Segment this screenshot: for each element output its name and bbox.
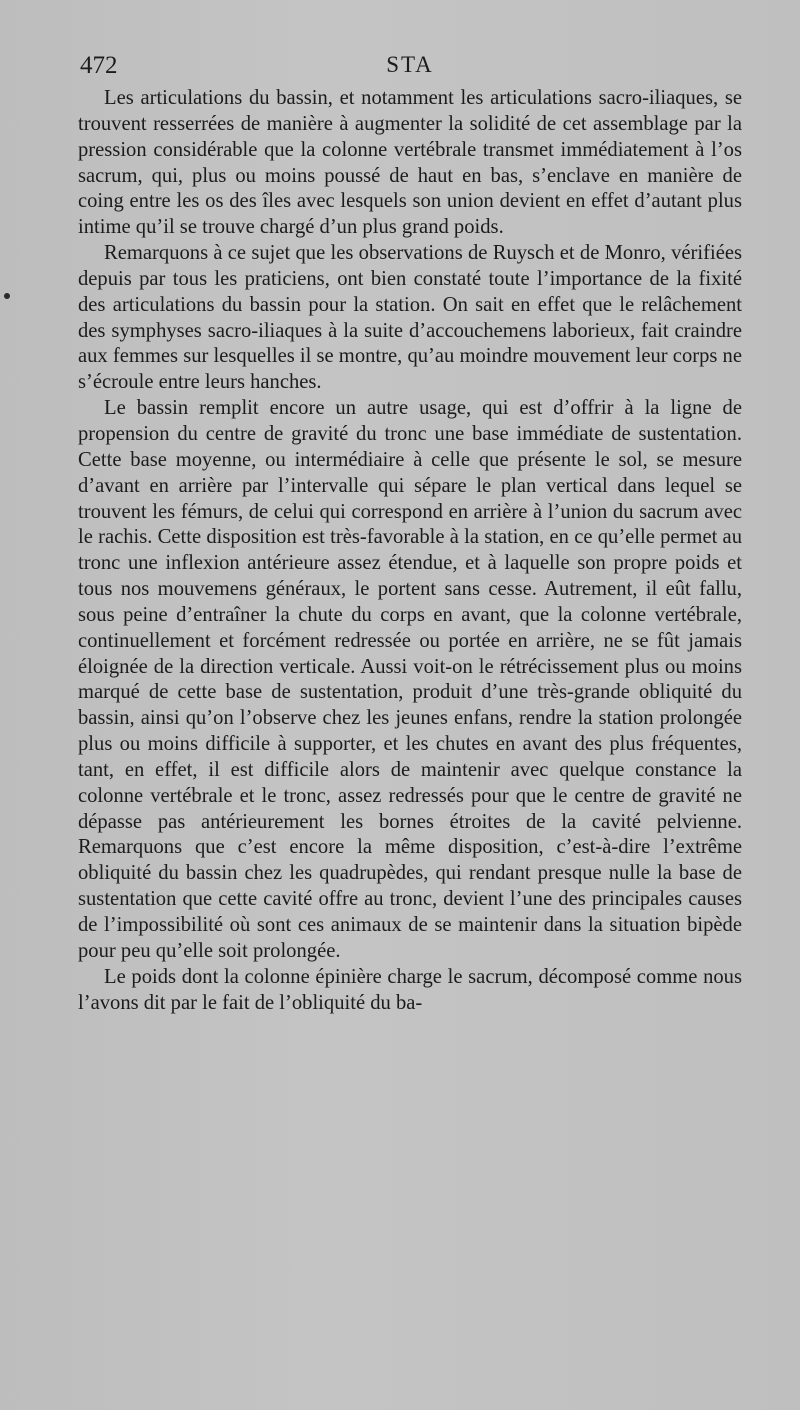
paragraph: Le poids dont la colonne épinière charge le sacrum, décomposé comme nous l’avons dit par le fait de l’obliquité du ba- xyxy=(78,965,742,1014)
page-header xyxy=(80,52,740,82)
paragraph: Le bassin remplit encore un autre usage, qui est d’offrir à la ligne de propension du centre de gravité du tronc une base immédiate de sustentation. Cette base moyenne, ou intermédiaire à celle que présente le sol, se mesure d’avant en arrière par l’intervalle qui sépare le plan vertical dans lequel se trouvent les fémurs, de celui qui correspond en arrière à l’union du sacrum avec le rachis. Cette disposition est très-favorable à la station, en ce qu’elle permet au tronc une inflexion antérieure assez étendue, et à laquelle son propre poids et tous nos mouvemens généraux, le portent sans cesse. Autrement, il eût fallu, sous peine d’entraîner la chute du corps en avant, que la colonne vertébrale, continuellement et forcément redressée ou portée en arrière, ne se fût jamais éloignée de la direction verticale. Aussi voit-on le rétrécissement plus ou moins marqué de cette base de sustentation, produit d’une très-grande obliquité du bassin, ainsi qu’on l’observe chez les jeunes enfans, rendre la station prolongée plus ou moins difficile à supporter, et les chutes en avant des plus fréquentes, tant, en effet, il est difficile alors de maintenir avec quelque constance la colonne vertébrale et le tronc, assez redressés pour que le centre de gravité ne dépasse pas antérieurement les bornes étroites de la cavité pelvienne. Remarquons que c’est encore la même disposition, c’est-à-dire l’extrême obliquité du bassin chez les quadrupèdes, qui rendant presque nulle la base de sustentation que cette cavité offre au tronc, devient l’une des principales causes de l’impossibilité où sont ces animaux de se maintenir dans la situation bipède pour peu qu’elle soit prolongée. xyxy=(78,397,742,962)
paragraph: Remarquons à ce sujet que les observations de Ruysch et de Monro, vérifiées depuis par tous les praticiens, ont bien constaté toute l’importance de la fixité des articulations du bassin pour la station. On sait en effet que le relâchement des symphyses sacro-iliaques à la suite d’accouchemens laborieux, fait craindre aux femmes sur lesquelles il se montre, qu’au moindre mouvement leur corps ne s’écroule entre leurs hanches. xyxy=(78,242,742,394)
paragraph: Les articulations du bassin, et notamment les articulations sacro-iliaques, se trouvent resserrées de manière à augmenter la solidité de cet assemblage par la pression considérable que la colonne vertébrale transmet immédiatement à l’os sacrum, qui, plus ou moins poussé de haut en bas, s’enclave en manière de coing entre les os des îles avec lesquels son union devient en effet d’autant plus intime qu’il se trouve chargé d’un plus grand poids. xyxy=(78,87,742,239)
page-number: 472 xyxy=(80,52,118,79)
body-text xyxy=(78,86,742,1016)
running-head: STA xyxy=(386,52,434,77)
ink-spot xyxy=(4,293,10,299)
